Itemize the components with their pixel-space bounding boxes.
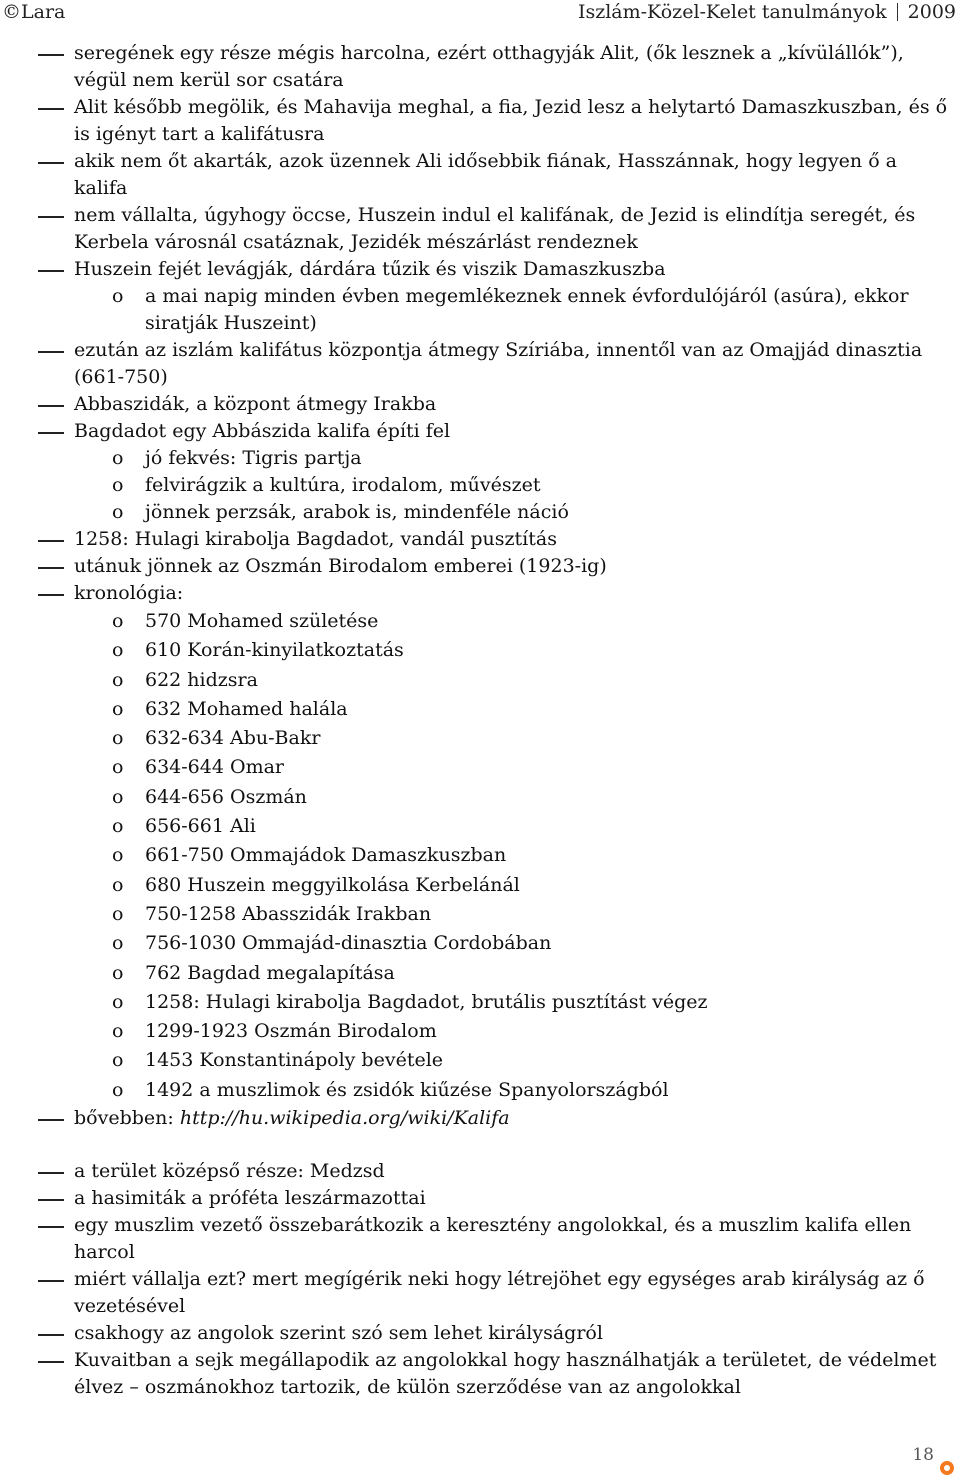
sub-list-item — [0, 695, 960, 724]
list-item-text: 680 Huszein meggyilkolása Kerbelánál — [145, 873, 520, 896]
list-item-text: jó fekvés: Tigris partja — [145, 447, 362, 469]
circle-bullet-icon: o — [112, 1020, 124, 1043]
list-item-text: ezután az iszlám kalifátus központja átmegy Szíriába, innentől van az Omajjád dinasztia (661-750) — [74, 339, 923, 388]
sub-list-item — [0, 900, 960, 929]
dash-bullet-icon — [38, 1361, 64, 1363]
list-item-text: 1258: Hulagi kirabolja Bagdadot, brutális pusztítást végez — [145, 990, 708, 1013]
sub-list-item — [0, 929, 960, 958]
list-item-text: a terület középső része: Medzsd — [74, 1160, 385, 1183]
circle-bullet-icon: o — [112, 610, 124, 632]
dash-bullet-icon — [38, 567, 64, 569]
circle-bullet-icon: o — [112, 815, 124, 838]
list-item — [0, 391, 960, 418]
dash-bullet-icon — [38, 1226, 64, 1228]
dash-bullet-icon — [38, 162, 64, 164]
list-item-text: 750-1258 Abasszidák Irakban — [145, 902, 432, 925]
sub-list-item — [0, 283, 960, 337]
list-item-text: akik nem őt akarták, azok üzennek Ali idősebbik fiának, Hasszánnak, hogy legyen ő a kalifa — [74, 150, 898, 199]
list-item-text: a mai napig minden évben megemlékeznek ennek évfordulójáról (asúra), ekkor siratják Huszeint) — [145, 285, 909, 334]
header-year: 2009 — [907, 1, 956, 23]
sub-list-item — [0, 841, 960, 870]
list-item-text: 1299-1923 Oszmán Birodalom — [145, 1020, 437, 1043]
circle-bullet-icon: o — [112, 668, 124, 691]
sub-list-item — [0, 607, 960, 636]
circle-bullet-icon: o — [112, 902, 124, 925]
list-item — [0, 418, 960, 445]
list-item — [0, 148, 960, 202]
dash-bullet-icon — [38, 594, 64, 596]
sub-list-item — [0, 1046, 960, 1075]
list-item-text: Bagdadot egy Abbászida kalifa építi fel — [74, 420, 451, 442]
list-item — [0, 337, 960, 391]
list-item — [0, 526, 960, 553]
circle-bullet-icon: o — [112, 990, 124, 1013]
dash-bullet-icon — [38, 108, 64, 110]
list-item — [0, 1105, 960, 1132]
list-item — [0, 1266, 960, 1320]
wikipedia-link[interactable]: http://hu.wikipedia.org/wiki/Kalifa — [179, 1107, 510, 1130]
dash-bullet-icon — [38, 540, 64, 542]
dash-bullet-icon — [38, 1334, 64, 1336]
circle-bullet-icon: o — [112, 697, 124, 720]
circle-bullet-icon: o — [112, 785, 124, 808]
list-item-text: 756-1030 Ommajád-dinasztia Cordobában — [145, 932, 552, 955]
dash-bullet-icon — [38, 54, 64, 56]
list-item-text: 1492 a muszlimok és zsidók kiűzése Spanyolországból — [145, 1078, 669, 1101]
logo-icon — [940, 1461, 954, 1475]
list-item-text: 762 Bagdad megalapítása — [145, 961, 395, 984]
circle-bullet-icon: o — [112, 501, 124, 523]
dash-bullet-icon — [38, 270, 64, 272]
list-item-text: Kuvaitban a sejk megállapodik az angolokkal hogy használhatják a területet, de védelmet élvez – oszmánokhoz tartozik, de külön szerződése van az angolokkal — [74, 1349, 937, 1399]
circle-bullet-icon: o — [112, 285, 124, 307]
list-item-text: 1258: Hulagi kirabolja Bagdadot, vandál pusztítás — [74, 528, 557, 550]
list-item-text: utánuk jönnek az Oszmán Birodalom emberei (1923-ig) — [74, 555, 607, 577]
list-item — [0, 553, 960, 580]
sub-list-item — [0, 1017, 960, 1046]
circle-bullet-icon: o — [112, 474, 124, 496]
list-item-text: 661-750 Ommajádok Damaszkuszban — [145, 844, 507, 867]
list-item-text: felvirágzik a kultúra, irodalom, művészet — [145, 474, 541, 496]
list-item-text: 1453 Konstantinápoly bevétele — [145, 1049, 444, 1072]
sub-list-item — [0, 666, 960, 695]
list-item-text: jönnek perzsák, arabok is, mindenféle náció — [145, 501, 569, 523]
list-item-text: seregének egy része mégis harcolna, ezért otthagyják Alit, (ők lesznek a „kívülállók”), végül nem kerül sor csatára — [74, 42, 904, 91]
list-item-text: 632-634 Abu-Bakr — [145, 727, 321, 750]
sub-list-item — [0, 753, 960, 782]
sub-list-item — [0, 871, 960, 900]
list-item-text: 610 Korán-kinyilatkoztatás — [145, 639, 404, 662]
header-title: Iszlám-Közel-Kelet tanulmányok — [577, 1, 887, 23]
list-item — [0, 580, 960, 607]
header-separator — [897, 3, 898, 21]
list-item — [0, 40, 960, 94]
list-item — [0, 202, 960, 256]
list-item-text: nem vállalta, úgyhogy öccse, Huszein indul el kalifának, de Jezid is elindítja seregét, és Kerbela városnál csatáznak, Jezidék mészárlást rendeznek — [74, 204, 916, 253]
sub-list-item — [0, 724, 960, 753]
circle-bullet-icon: o — [112, 932, 124, 955]
circle-bullet-icon: o — [112, 844, 124, 867]
list-item-text: bővebben: — [74, 1107, 180, 1130]
page-header — [0, 0, 960, 24]
circle-bullet-icon: o — [112, 873, 124, 896]
circle-bullet-icon: o — [112, 447, 124, 469]
circle-bullet-icon: o — [112, 639, 124, 662]
list-item-text: Abbaszidák, a központ átmegy Irakba — [74, 393, 437, 415]
list-item-text: miért vállalja ezt? mert megígérik neki hogy létrejöhet egy egységes arab királyság az ő vezetésével — [74, 1268, 925, 1318]
circle-bullet-icon: o — [112, 1078, 124, 1101]
header-author: ©Lara — [2, 1, 66, 23]
sub-list-item — [0, 959, 960, 988]
dash-bullet-icon — [38, 1280, 64, 1282]
list-item-text: Alit később megölik, és Mahavija meghal, a fia, Jezid lesz a helytartó Damaszkuszban, és ő is igényt tart a kalifátusra — [74, 96, 948, 145]
dash-bullet-icon — [38, 1119, 64, 1121]
dash-bullet-icon — [38, 216, 64, 218]
sub-list-item — [0, 472, 960, 499]
list-item-text: 656-661 Ali — [145, 815, 256, 838]
list-item — [0, 1320, 960, 1347]
list-item — [0, 1158, 960, 1185]
dash-bullet-icon — [38, 432, 64, 434]
sub-list-item — [0, 1076, 960, 1105]
list-item — [0, 256, 960, 283]
list-item — [0, 1185, 960, 1212]
sub-list-item — [0, 636, 960, 665]
list-item-text: 644-656 Oszmán — [145, 785, 307, 808]
header-title-block — [578, 0, 956, 24]
circle-bullet-icon: o — [112, 756, 124, 779]
sub-list-item — [0, 499, 960, 526]
list-item-text: 570 Mohamed születése — [145, 610, 379, 632]
circle-bullet-icon: o — [112, 961, 124, 984]
document-body — [0, 40, 960, 1401]
page-number: 18 — [912, 1445, 934, 1465]
section-gap — [0, 1132, 960, 1158]
list-item-text: kronológia: — [74, 582, 184, 604]
circle-bullet-icon: o — [112, 727, 124, 750]
dash-bullet-icon — [38, 1199, 64, 1201]
sub-list-item — [0, 988, 960, 1017]
list-item-text: Huszein fejét levágják, dárdára tűzik és viszik Damaszkuszba — [74, 258, 666, 280]
list-item-text: 634-644 Omar — [145, 756, 284, 779]
list-item — [0, 94, 960, 148]
list-item-text: 622 hidzsra — [145, 668, 258, 691]
sub-list-item — [0, 445, 960, 472]
list-item-text: csakhogy az angolok szerint szó sem lehet királyságról — [74, 1322, 603, 1345]
list-item-text: a hasimiták a próféta leszármazottai — [74, 1187, 426, 1210]
list-item-text: egy muszlim vezető összebarátkozik a keresztény angolokkal, és a muszlim kalifa ellen harcol — [74, 1214, 912, 1264]
list-item-text: 632 Mohamed halála — [145, 697, 348, 720]
sub-list-item — [0, 783, 960, 812]
list-item — [0, 1347, 960, 1401]
circle-bullet-icon: o — [112, 1049, 124, 1072]
sub-list-item — [0, 812, 960, 841]
dash-bullet-icon — [38, 351, 64, 353]
dash-bullet-icon — [38, 1172, 64, 1174]
list-item — [0, 1212, 960, 1266]
dash-bullet-icon — [38, 405, 64, 407]
